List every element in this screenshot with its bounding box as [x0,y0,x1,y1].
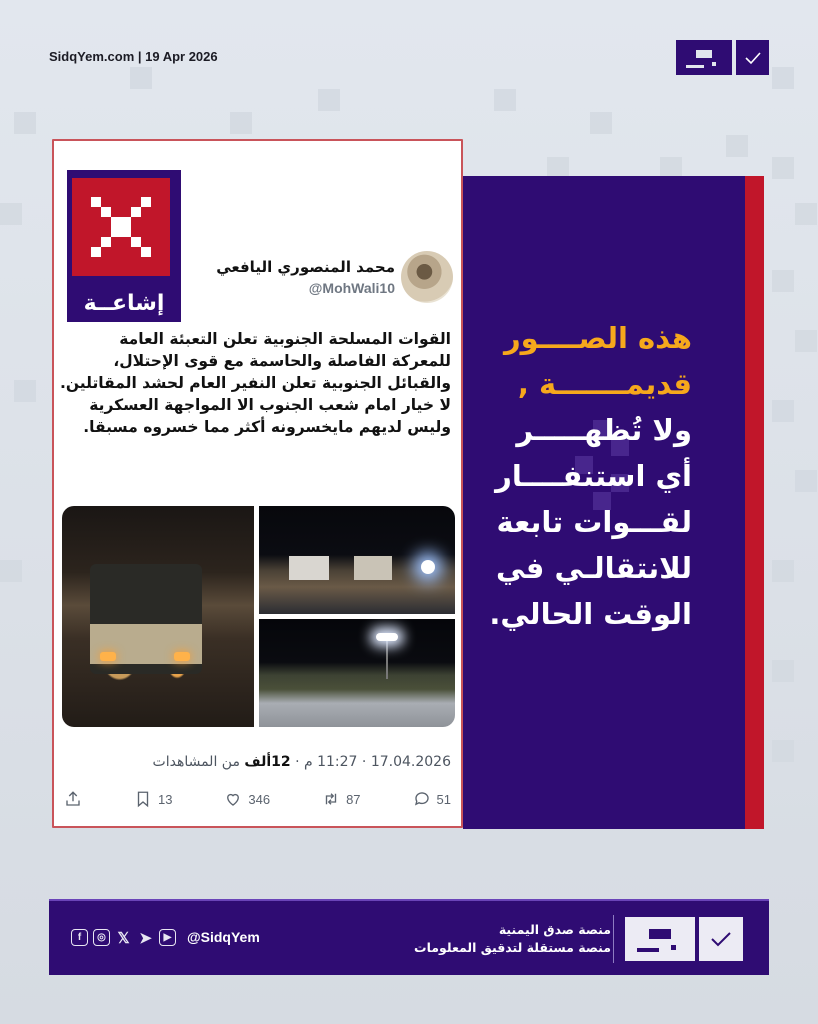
like-count: 346 [248,791,271,807]
tagline-line-2: منصة مستقلة لتدقيق المعلومات [414,940,611,955]
site-date-label: SidqYem.com | 19 Apr 2026 [49,49,218,64]
tweet-photo-crowd[interactable] [259,619,455,727]
share-button[interactable] [64,790,82,808]
retweet-count: 87 [346,791,361,807]
footer-handle[interactable]: @SidqYem [187,929,260,945]
logo-arabic-glyph [676,40,732,75]
tweet-photo-truck[interactable] [62,506,254,727]
verdict-line: للانتقالـي في [496,551,692,585]
x-icon[interactable]: 𝕏 [117,929,130,947]
retweet-button[interactable] [322,790,360,808]
like-button[interactable] [224,790,270,808]
verdict-line: ولا تُظهـــــر [516,413,692,447]
reply-count: 51 [436,791,451,807]
author-avatar[interactable] [401,251,453,303]
sidqyem-logo [676,40,769,75]
logo-check-box [736,40,769,75]
pixel-x-icon [72,178,170,276]
tweet-views-label: من المشاهدات [152,754,240,770]
bookmark-count: 13 [157,791,173,807]
instagram-icon[interactable]: ◎ [93,929,110,946]
verdict-line: لقـــوات تابعة [496,505,692,539]
youtube-icon[interactable]: ▶ [159,929,176,946]
logo-arabic-glyph [625,917,695,961]
author-handle[interactable]: @MohWali10 [308,280,395,296]
verdict-text [452,315,692,637]
footer-bar [49,899,769,975]
footer-tagline [414,921,611,957]
tweet-meta: 17.04.2026 · 11:27 م · 12ألف من المشاهدات [152,754,451,770]
bookmark-icon [134,790,152,808]
telegram-icon[interactable]: ➤ [139,929,152,947]
rumor-label: إشاعــة [83,291,165,316]
tweet-time: 11:27 م [303,754,358,770]
checkmark-icon [710,931,732,947]
tweet-photo-convoy[interactable] [259,506,455,614]
verdict-line: الوقت الحالي. [489,597,692,631]
rumor-red-box [72,178,170,276]
share-icon [64,790,82,808]
tweet-body [56,328,451,438]
verdict-highlight-line: قديمـــــــة , [517,367,692,401]
reply-icon [413,790,431,808]
footer-divider [613,915,614,963]
facebook-icon[interactable]: f [71,929,88,946]
verdict-red-stripe [745,176,764,829]
tweet-paragraph: القوات المسلحة الجنوبية تعلن التعبئة العامة للمعركة الفاصلة والحاسمة مع قوى الإحتلال، والقبائل الجنوبية تعلن النفير العام لحشد المقاتلين. [59,330,451,392]
tweet-views-count: 12ألف [244,754,291,770]
author-name[interactable]: محمد المنصوري اليافعي [216,258,395,276]
checkmark-icon [744,51,762,65]
footer-logo [625,917,743,961]
tweet-actions [64,788,451,810]
tweet-paragraph: لا خيار امام شعب الجنوب الا المواجهة العسكرية وليس لديهم مايخسرونه أكثر مما خسروه مسبقا. [83,396,451,436]
logo-check-box [699,917,743,961]
verdict-highlight-line: هذه الصــــور [503,321,692,355]
tweet-card [52,139,463,828]
reply-button[interactable] [413,790,451,808]
tweet-media-grid [62,506,455,727]
retweet-icon [322,790,340,808]
social-links [71,929,176,946]
tweet-date: 17.04.2026 [370,754,451,770]
rumor-badge [67,170,181,322]
verdict-line: أي استنفــــار [495,459,692,493]
bookmark-button[interactable] [134,790,172,808]
tagline-line-1: منصة صدق اليمنية [498,922,611,937]
heart-icon [224,790,242,808]
